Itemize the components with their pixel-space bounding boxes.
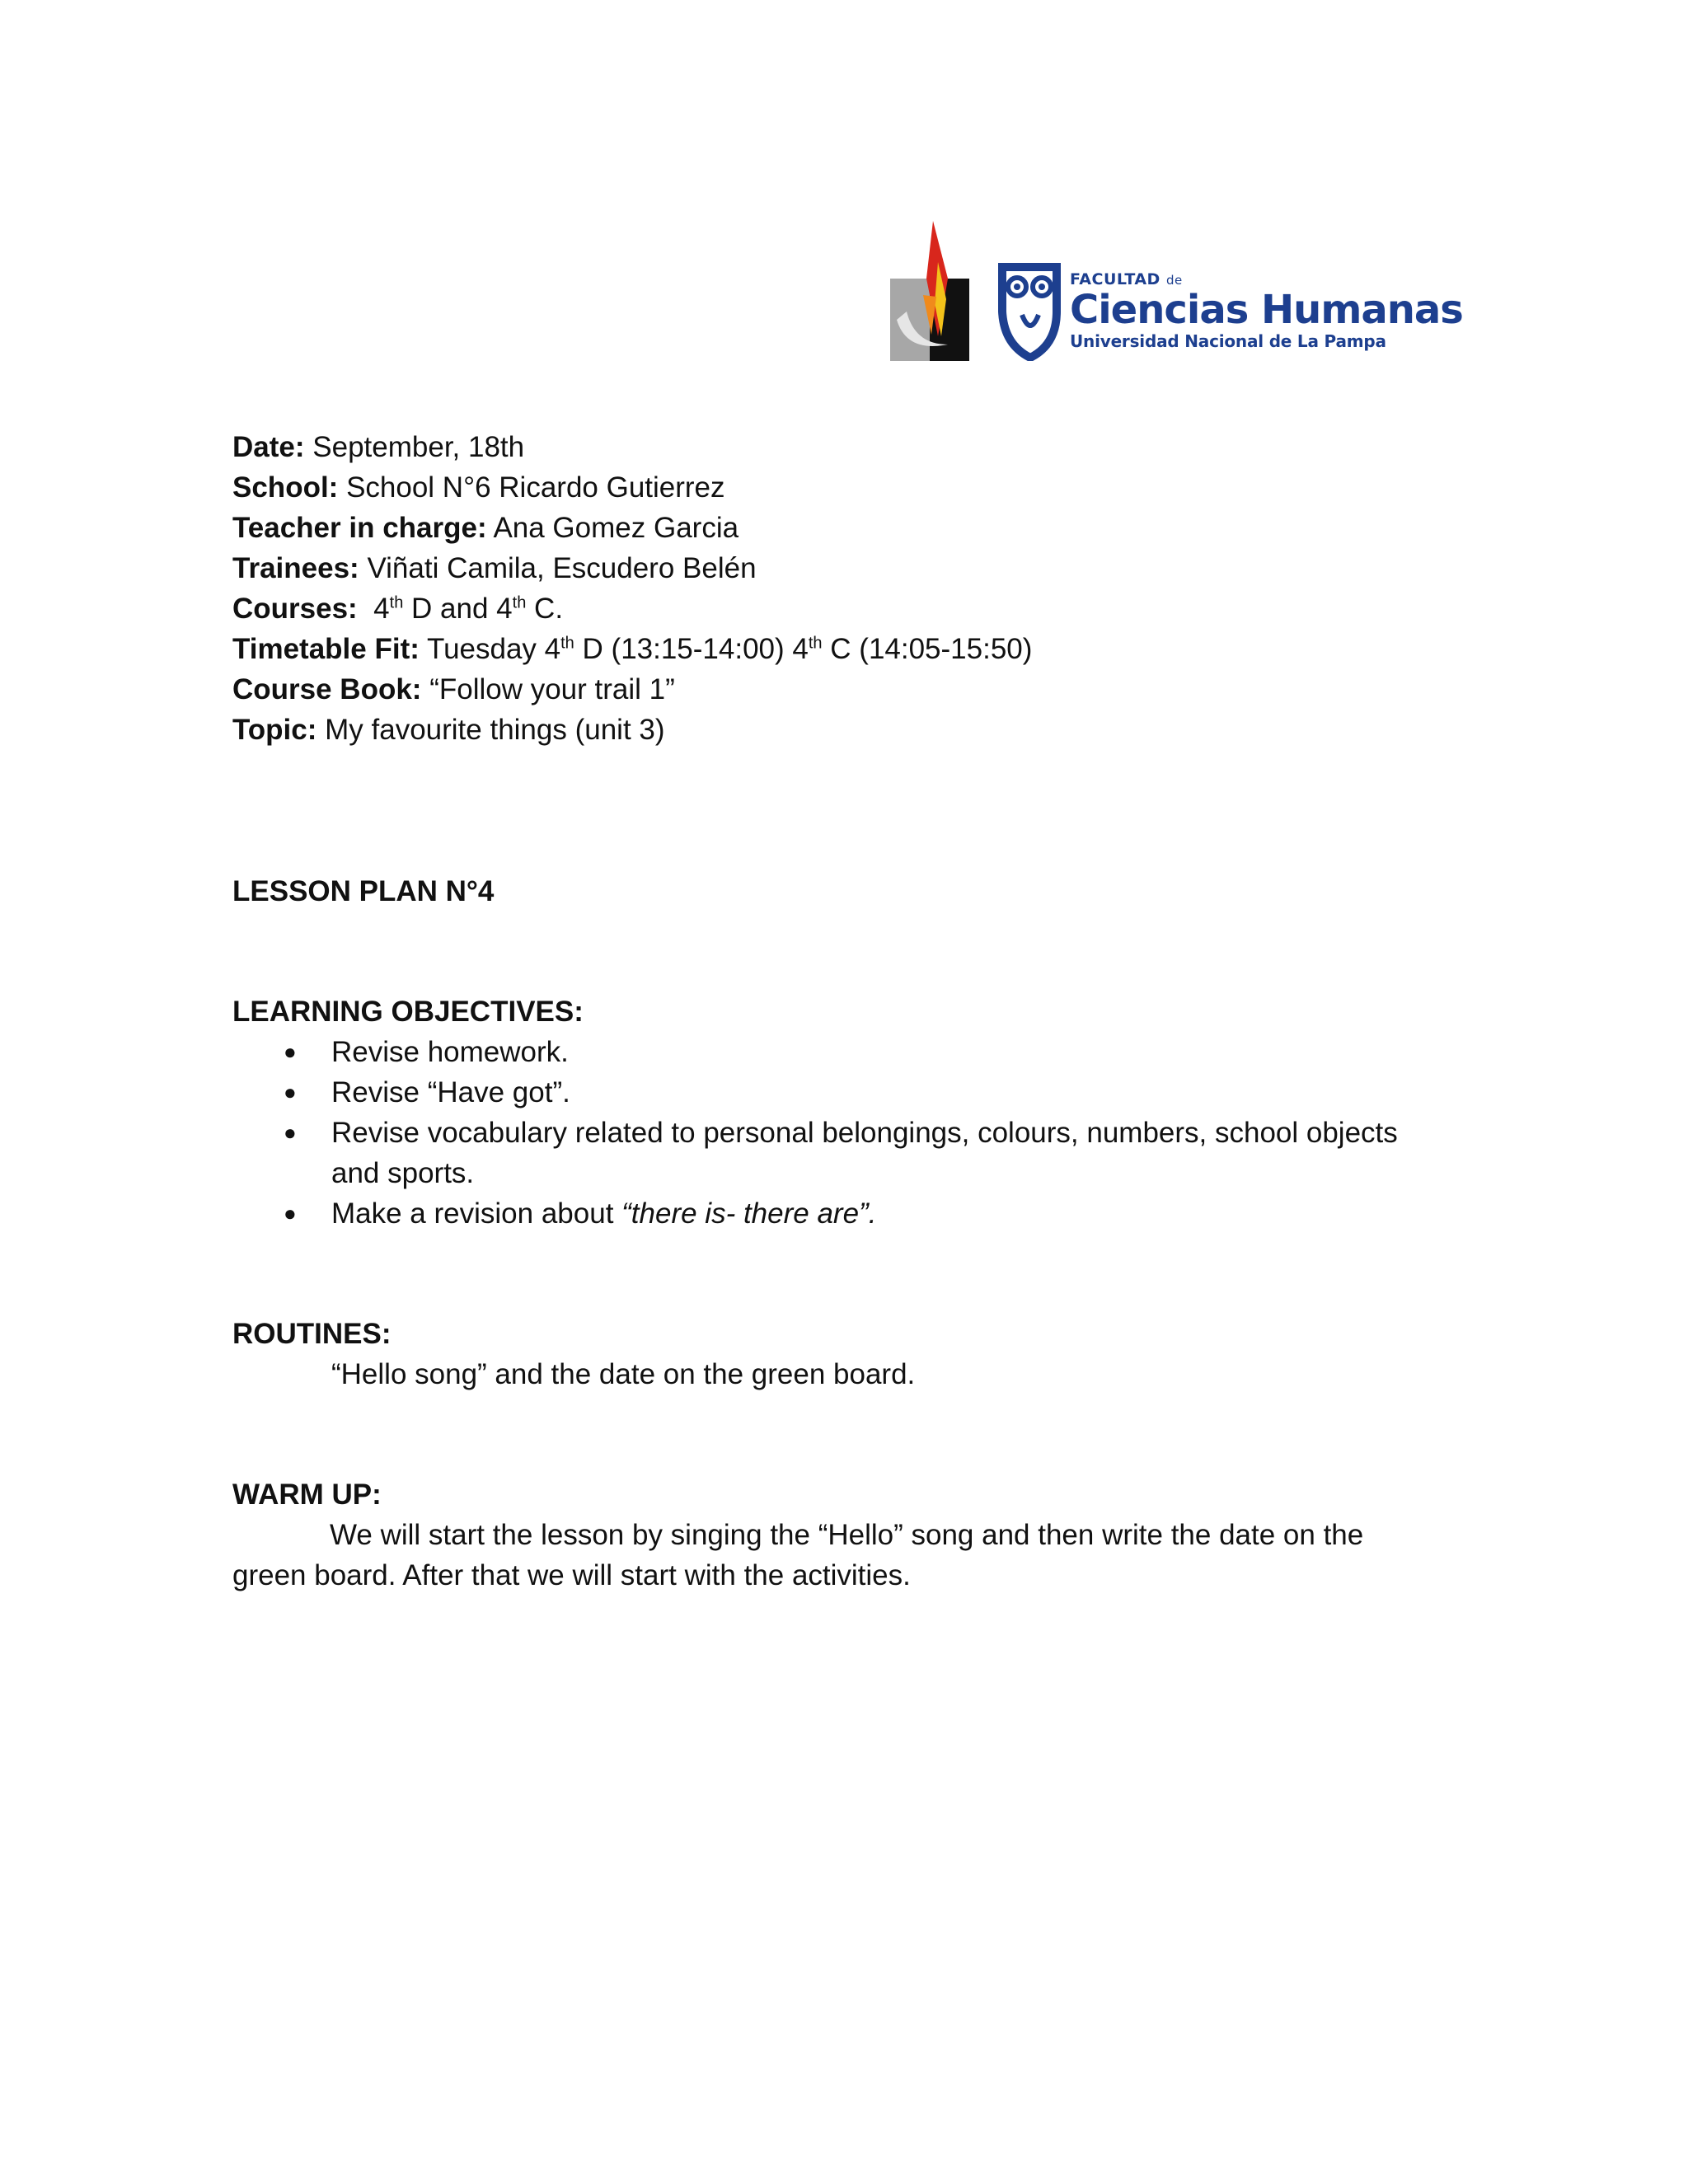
info-courses-part3: C. xyxy=(526,593,564,625)
info-date-value: September, 18th xyxy=(312,431,525,463)
lesson-plan-title: LESSON PLAN N°4 xyxy=(232,875,495,907)
info-timetable-sup2: th xyxy=(808,634,823,653)
info-timetable-part2: D (13:15-14:00) 4 xyxy=(574,633,809,665)
info-courses xyxy=(232,588,1436,629)
objective-text: Revise vocabulary related to personal belongings, colours, numbers, school objects and sports. xyxy=(331,1117,1398,1189)
info-timetable-part3: C (14:05-15:50) xyxy=(822,633,1033,665)
info-date-label: Date: xyxy=(232,431,305,463)
objectives-heading: LEARNING OBJECTIVES: xyxy=(232,996,584,1028)
info-courses-label: Courses: xyxy=(232,593,358,625)
info-school-label: School: xyxy=(232,471,339,504)
routines-text: “Hello song” and the date on the green board. xyxy=(331,1358,916,1390)
flame-emblem-icon xyxy=(890,221,981,361)
logo-de-text: de xyxy=(1165,273,1183,288)
warmup-heading: WARM UP: xyxy=(232,1479,382,1511)
info-course-book-value: “Follow your trail 1” xyxy=(429,673,675,705)
bullet-icon: ● xyxy=(284,1201,297,1226)
info-teacher-value: Ana Gomez Garcia xyxy=(493,512,739,544)
list-item xyxy=(232,1113,1436,1193)
logo-faculty-name: Ciencias Humanas xyxy=(1070,287,1463,333)
routines-heading: ROUTINES: xyxy=(232,1318,392,1350)
info-courses-part1: 4 xyxy=(373,593,390,625)
owl-icon xyxy=(997,262,1062,361)
objective-text-italic: “there is- there are”. xyxy=(621,1197,877,1230)
list-item xyxy=(232,1193,1436,1234)
info-timetable xyxy=(232,629,1436,669)
info-course-book xyxy=(232,669,1436,710)
info-teacher xyxy=(232,508,1436,548)
list-item xyxy=(232,1032,1436,1072)
info-school xyxy=(232,467,1436,508)
warmup-text: We will start the lesson by singing the “Hello” song and then write the date on the green board. After that we will start with the activities. xyxy=(232,1519,1364,1591)
logo-university-name: Universidad Nacional de La Pampa xyxy=(1070,331,1386,351)
info-trainees-label: Trainees: xyxy=(232,552,359,584)
info-trainees-value: Viñati Camila, Escudero Belén xyxy=(367,552,757,584)
info-school-value: School N°6 Ricardo Gutierrez xyxy=(346,471,725,504)
info-courses-part2: D and 4 xyxy=(403,593,513,625)
objective-text: Revise “Have got”. xyxy=(331,1076,570,1108)
info-timetable-part1: Tuesday 4 xyxy=(426,633,561,665)
objectives-list xyxy=(232,1032,1436,1234)
info-topic xyxy=(232,710,1436,750)
info-date xyxy=(232,427,1436,467)
objective-text: Revise homework. xyxy=(331,1036,569,1068)
logo-wordmark xyxy=(1070,270,1463,352)
info-topic-value: My favourite things (unit 3) xyxy=(325,714,665,746)
info-trainees xyxy=(232,548,1436,588)
info-course-book-label: Course Book: xyxy=(232,673,422,705)
info-courses-sup2: th xyxy=(512,593,527,612)
bullet-icon: ● xyxy=(284,1120,297,1145)
info-timetable-sup1: th xyxy=(560,634,574,653)
document-body xyxy=(232,427,1436,1596)
bullet-icon: ● xyxy=(284,1080,297,1104)
objective-text-prefix: Make a revision about xyxy=(331,1197,622,1230)
logo-faculty-text: FACULTAD xyxy=(1070,270,1160,288)
faculty-logo xyxy=(890,221,1463,369)
bullet-icon: ● xyxy=(284,1039,297,1064)
info-timetable-label: Timetable Fit: xyxy=(232,633,420,665)
info-courses-sup1: th xyxy=(389,593,404,612)
info-topic-label: Topic: xyxy=(232,714,317,746)
info-teacher-label: Teacher in charge: xyxy=(232,512,487,544)
list-item xyxy=(232,1072,1436,1113)
